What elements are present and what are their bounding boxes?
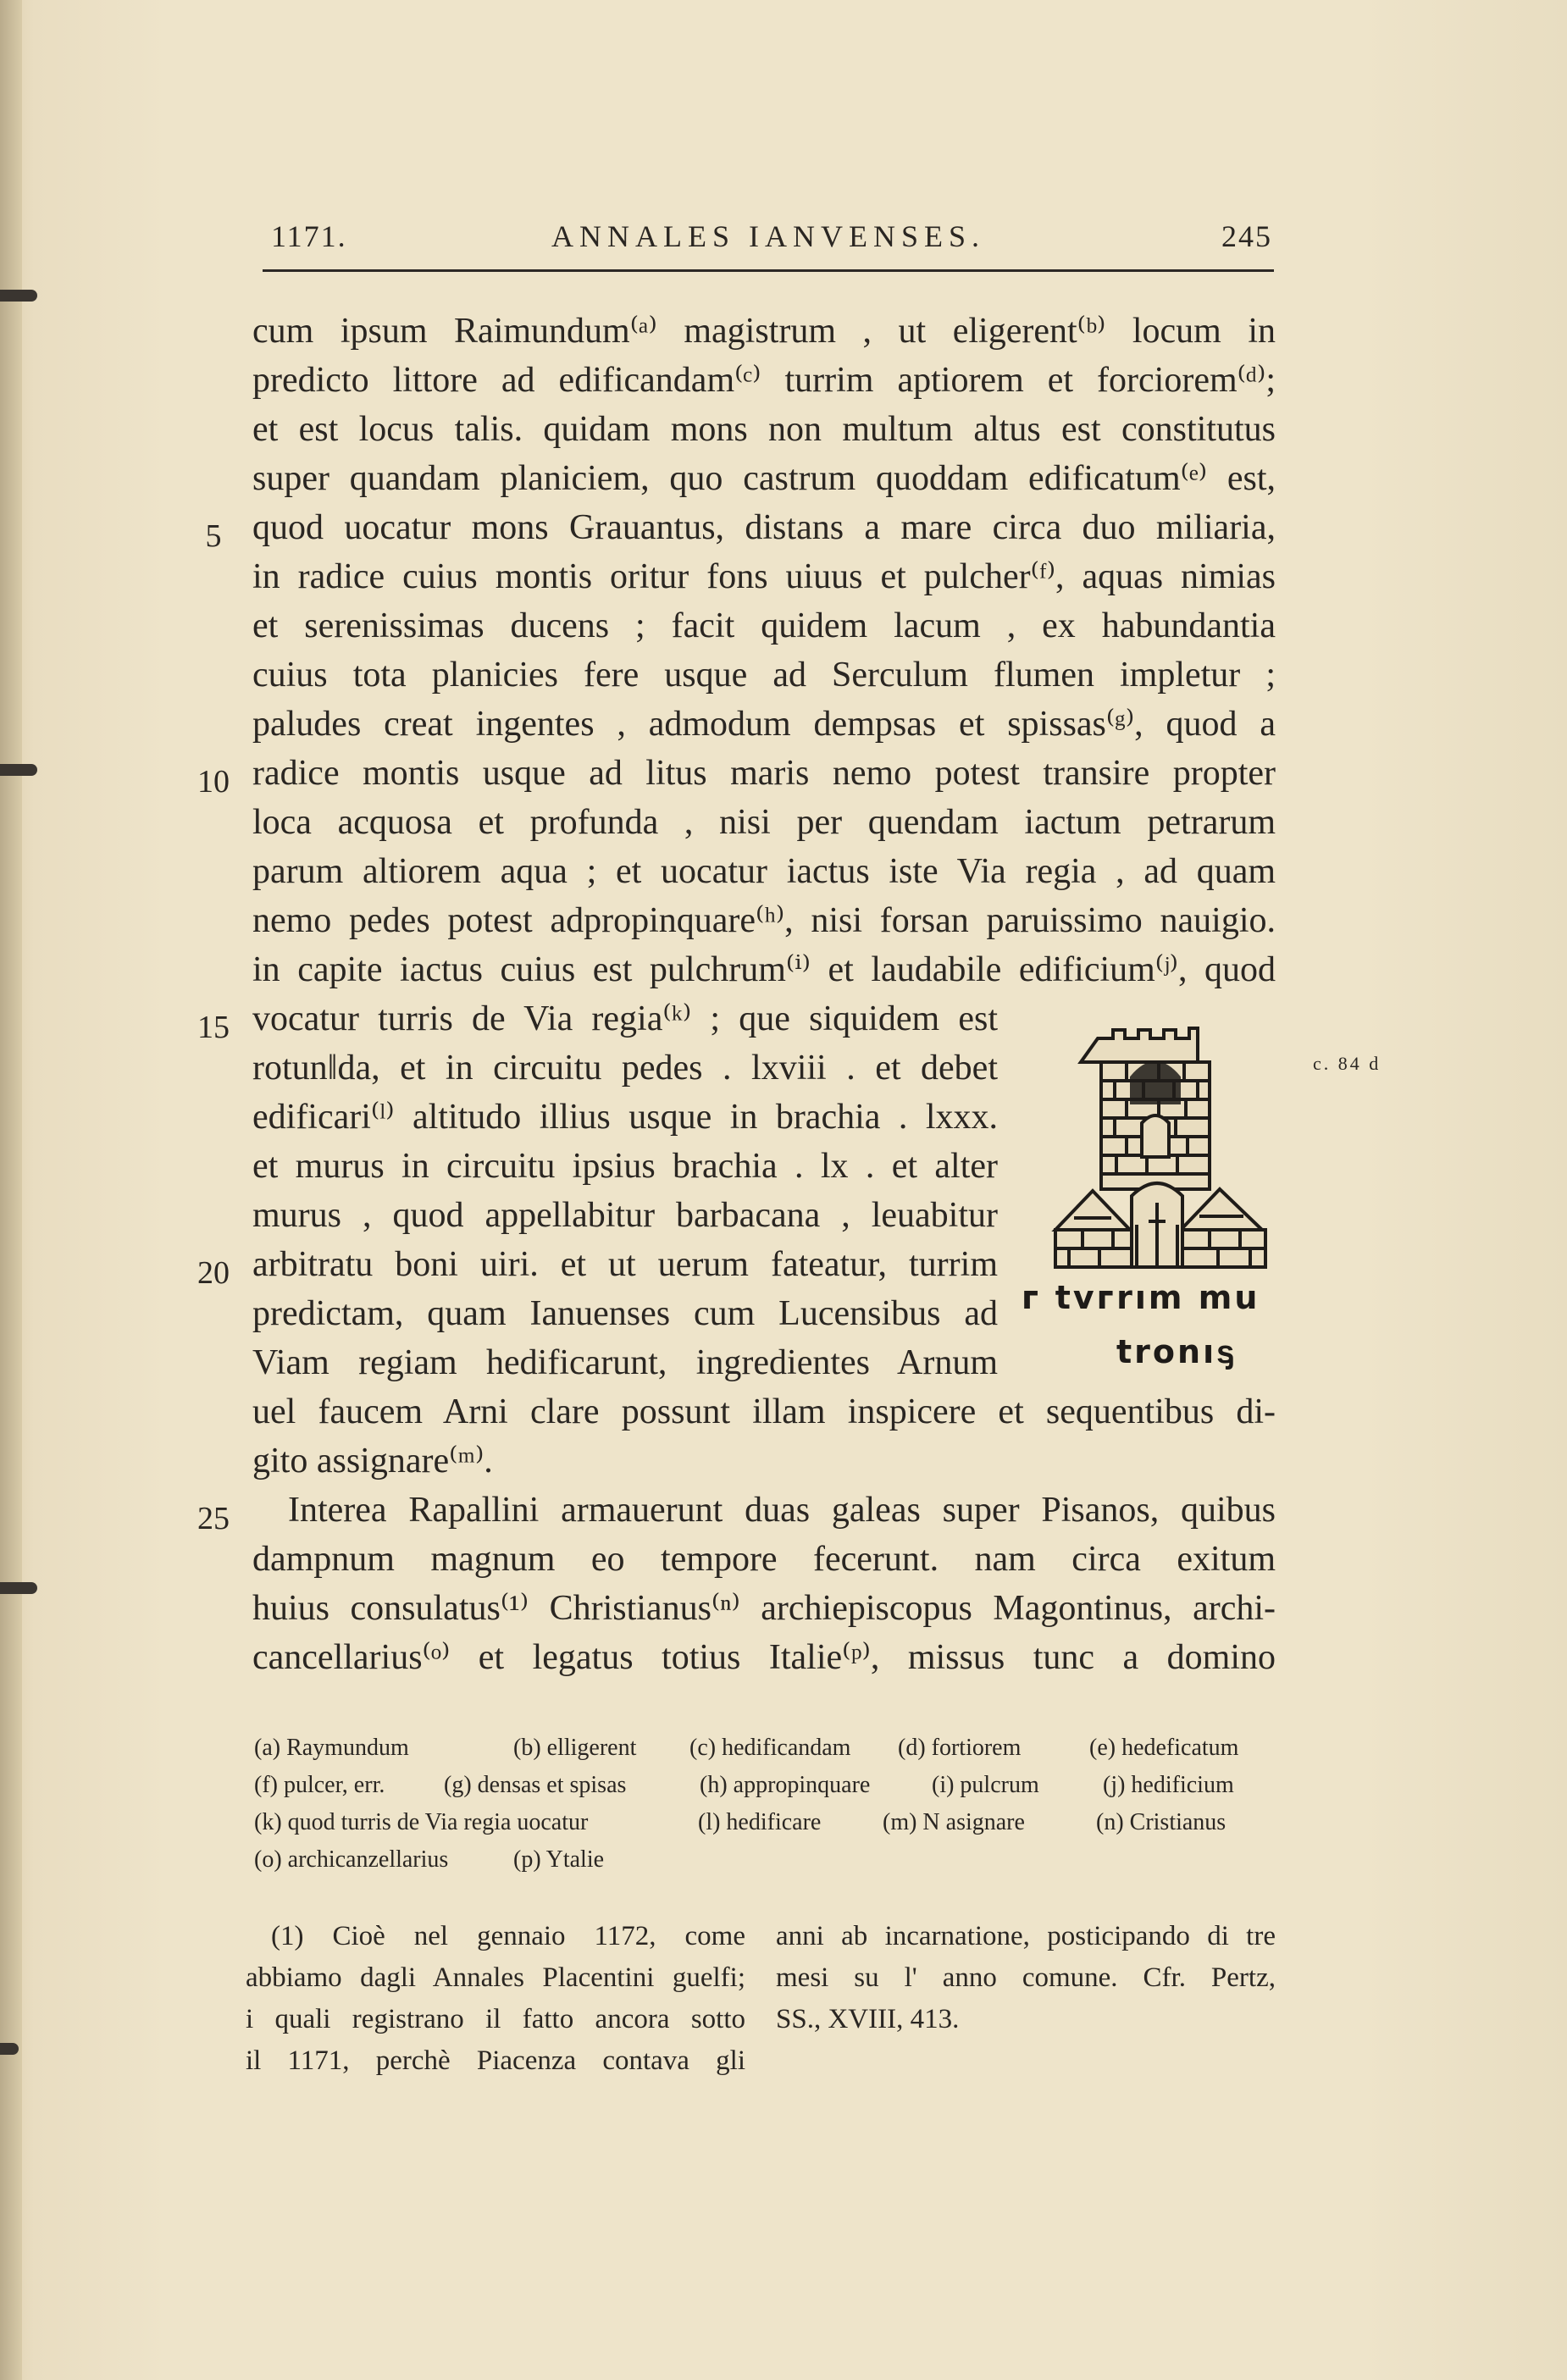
header-year: 1171. [271, 219, 347, 253]
variant-note: (b) elligerent [513, 1735, 637, 1761]
variant-note: (p) Ytalie [513, 1846, 605, 1873]
text-line: uel faucem Arni clare possunt illam inspicere et sequentibus di- [252, 1392, 1276, 1431]
text-line: paludes creat ingentes , admodum dempsas et spissas⁽ᵍ⁾, quod a [252, 705, 1276, 744]
text-line: loca acquosa et profunda , nisi per quendam iactum petrarum [252, 803, 1276, 842]
variant-note: (n) Cristianus [1096, 1809, 1226, 1835]
footnote-line: SS., XVIII, 413. [776, 2004, 960, 2034]
text-line: in capite iactus cuius est pulchrum⁽ⁱ⁾ et laudabile edificium⁽ʲ⁾, quod [252, 950, 1276, 989]
variant-note: (e) hedeficatum [1089, 1735, 1239, 1761]
figure-caption-line-2: tronıᶊ [1116, 1333, 1238, 1370]
running-header [264, 219, 1272, 261]
variant-note: (a) Raymundum [254, 1735, 409, 1761]
variant-note: (f) pulcer, err. [254, 1772, 385, 1798]
line-number: 15 [197, 1010, 230, 1045]
footnote-line: anni ab incarnatione, posticipando di tre [776, 1921, 1276, 1951]
footnote-line: abbiamo dagli Annales Placentini guelfi; [246, 1962, 745, 1993]
text-line: radice montis usque ad litus maris nemo potest transire propter [252, 754, 1276, 793]
text-line: gito assignare⁽ᵐ⁾. [252, 1442, 493, 1481]
text-line: parum altiorem aqua ; et uocatur iactus iste Via regia , ad quam [252, 852, 1276, 891]
text-line: Viam regiam hedificarunt, ingredientes Arnum [252, 1343, 998, 1382]
text-line: cuius tota planicies fere usque ad Serculum flumen impletur ; [252, 656, 1276, 695]
text-line: cum ipsum Raimundum⁽ᵃ⁾ magistrum , ut eligerent⁽ᵇ⁾ locum in [252, 312, 1276, 351]
text-line: quod uocatur mons Grauantus, distans a mare circa duo miliaria, [252, 508, 1276, 547]
text-line: et serenissimas ducens ; facit quidem lacum , ex habundantia [252, 606, 1276, 645]
variant-note: (l) hedificare [698, 1809, 822, 1835]
text-line: et murus in circuitu ipsius brachia . lx . et alter [252, 1147, 998, 1186]
variant-note: (o) archicanzellarius [254, 1846, 449, 1873]
footnote-left-column [246, 1916, 745, 2082]
text-line: predicto littore ad edificandam⁽ᶜ⁾ turrim aptiorem et forciorem⁽ᵈ⁾; [252, 361, 1276, 400]
line-number: 5 [205, 518, 222, 554]
footnote-line: il 1171, perchè Piacenza contava gli [246, 2045, 745, 2076]
binding-stitch [0, 290, 37, 302]
text-line: Interea Rapallini armauerunt duas galeas super Pisanos, quibus [288, 1491, 1276, 1530]
line-number: 20 [197, 1255, 230, 1291]
variant-note: (i) pulcrum [932, 1772, 1039, 1798]
binding-stitch [0, 1582, 37, 1594]
text-line: huius consulatus⁽¹⁾ Christianus⁽ⁿ⁾ archiepiscopus Magontinus, archi- [252, 1589, 1276, 1628]
footnote-right-column [776, 1916, 1276, 2040]
text-line: arbitratu boni uiri. et ut uerum fateatur, turrim [252, 1245, 998, 1284]
figure-caption-line-1: ᴦ tvᴦrım mu [1022, 1279, 1260, 1316]
text-line: edificari⁽ˡ⁾ altitudo illius usque in brachia . lxxx. [252, 1098, 998, 1137]
binding-stitch [0, 2043, 19, 2055]
tower-illustration [1049, 1021, 1277, 1276]
text-line: in radice cuius montis oritur fons uiuus et pulcher⁽ᶠ⁾, aquas nimias [252, 557, 1276, 596]
header-title: ANNALES IANVENSES. [551, 219, 985, 253]
line-number: 25 [197, 1501, 230, 1536]
text-line: murus , quod appellabitur barbacana , leuabitur [252, 1196, 998, 1235]
binding-stitch [0, 764, 37, 776]
text-line: nemo pedes potest adpropinquare⁽ʰ⁾, nisi forsan paruissimo nauigio. [252, 901, 1276, 940]
text-line: cancellarius⁽ᵒ⁾ et legatus totius Italie⁽ᵖ⁾, missus tunc a domino [252, 1638, 1276, 1677]
page-number: 245 [1221, 219, 1272, 253]
variant-note: (c) hedificandam [689, 1735, 851, 1761]
text-line: predictam, quam Ianuenses cum Lucensibus ad [252, 1294, 998, 1333]
variant-note: (m) N asignare [883, 1809, 1025, 1835]
line-number: 10 [197, 764, 230, 800]
header-rule [263, 269, 1274, 272]
footnote-line: i quali registrano il fatto ancora sotto [246, 2004, 745, 2034]
variant-note: (h) appropinquare [700, 1772, 871, 1798]
variant-note: (j) hedificium [1103, 1772, 1234, 1798]
page-binding-edge [0, 0, 22, 2380]
variant-note: (d) fortiorem [898, 1735, 1022, 1761]
text-line: rotun‖da, et in circuitu pedes . lxviii . et debet [252, 1049, 998, 1088]
text-line: vocatur turris de Via regia⁽ᵏ⁾ ; que siquidem est [252, 999, 998, 1038]
margin-reference: c. 84 d [1313, 1053, 1382, 1074]
variant-note: (g) densas et spisas [444, 1772, 627, 1798]
footnote-line: (1) Cioè nel gennaio 1172, come [271, 1921, 745, 1951]
footnote-line: mesi su l' anno comune. Cfr. Pertz, [776, 1962, 1276, 1993]
text-line: et est locus talis. quidam mons non multum altus est constitutus [252, 410, 1276, 449]
variant-note: (k) quod turris de Via regia uocatur [254, 1809, 589, 1835]
text-line: dampnum magnum eo tempore fecerunt. nam circa exitum [252, 1540, 1276, 1579]
text-line: super quandam planiciem, quo castrum quoddam edificatum⁽ᵉ⁾ est, [252, 459, 1276, 498]
